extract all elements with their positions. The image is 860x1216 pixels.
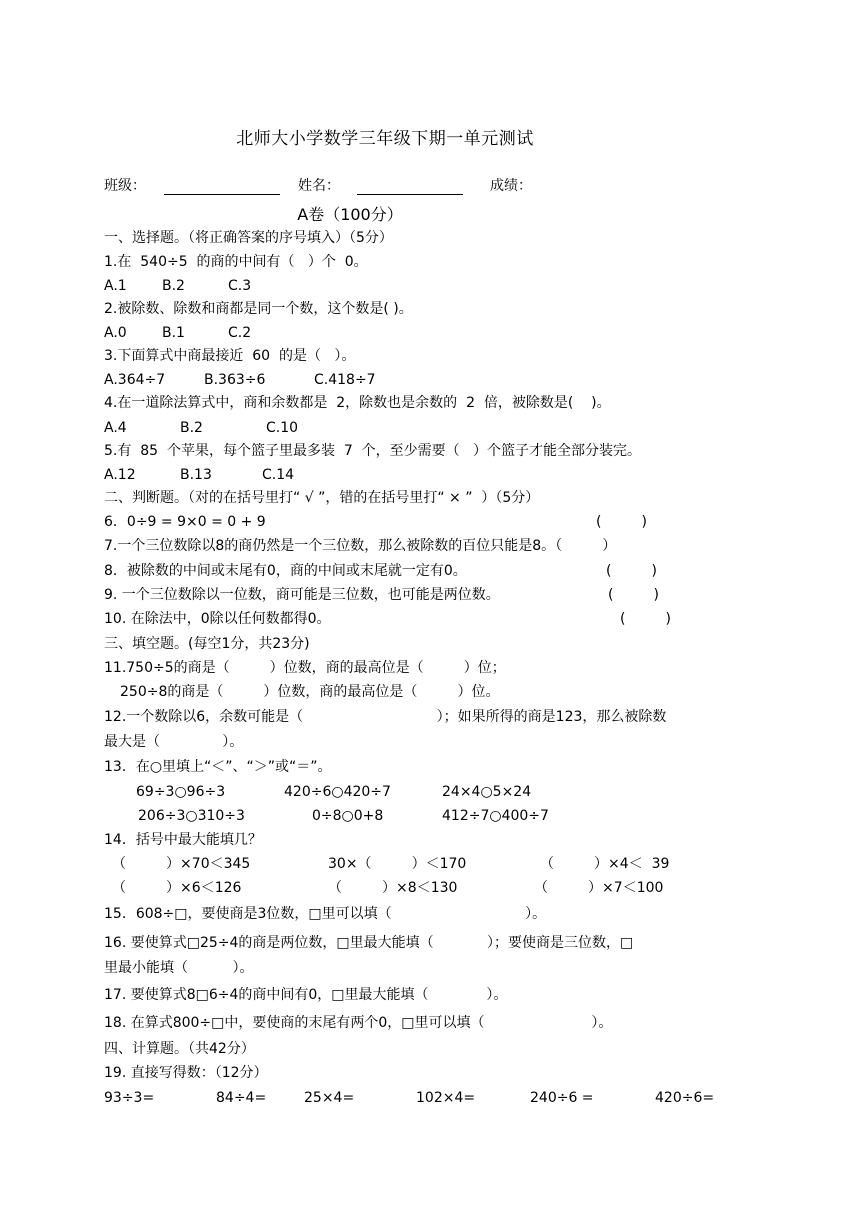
q14-item: （ ）×4＜ 39 [540,856,670,872]
name-blank[interactable] [357,180,463,195]
class-blank[interactable] [164,180,280,195]
section4-heading: 四、计算题。（共42分） [104,1041,255,1057]
q14-item: （ ）×8＜130 [328,880,458,896]
q4-option-c: C.10 [266,420,299,436]
q13-text: 13．在○里填上“＜”、“＞”或“＝”。 [104,759,332,775]
q2-text: 2.被除数、除数和商都是同一个数，这个数是( )。 [104,301,413,317]
q9-text: 9. 一个三位数除以一位数，商可能是三位数，也可能是两位数。 [104,587,500,603]
q1-text: 1.在 540÷5 的商的中间有（ ）个 0。 [104,254,368,270]
q2-option-c: C.2 [228,325,252,341]
q2-option-a: A.0 [104,325,127,341]
q13-item: 24×4○5×24 [442,784,532,800]
calc-item: 93÷3= [104,1090,155,1106]
q14-item: 30×（ ）＜170 [328,856,467,872]
paper-subtitle: A卷（100分） [297,205,403,224]
q16-line2: 里最小能填（ ）。 [104,960,254,976]
q2-option-b: B.1 [162,325,185,341]
q1-option-c: C.3 [228,278,252,294]
q9-answer-paren[interactable]: ( ) [608,587,659,603]
q17-text: 17. 要使算式8□6÷4的商中间有0，□里最大能填（ ）。 [104,987,508,1003]
q14-item: （ ）×70＜345 [112,856,251,872]
section1-heading: 一、选择题。（将正确答案的序号填入）（5分） [104,230,393,246]
q10-text: 10. 在除法中，0除以任何数都得0。 [104,611,331,627]
q4-option-a: A.4 [104,420,127,436]
q7-text: 7.一个三位数除以8的商仍然是一个三位数，那么被除数的百位只能是8。（ ） [104,538,617,554]
q13-item: 69÷3○96÷3 [136,784,226,800]
q14-text: 14．括号中最大能填几？ [104,832,262,848]
q18-text: 18. 在算式800÷□中，要使商的末尾有两个0，□里可以填（ ）。 [104,1015,613,1031]
q1-option-b: B.2 [162,278,185,294]
q3-option-b: B.363÷6 [204,372,266,388]
q10-answer-paren[interactable]: ( ) [620,611,671,627]
q14-item: （ ）×7＜100 [534,880,664,896]
q5-text: 5.有 85 个苹果，每个篮子里最多装 7 个，至少需要（ ）个篮子才能全部分装完。 [104,443,642,459]
calc-item: 240÷6 = [530,1090,594,1106]
q12-line2: 最大是（ ）。 [104,734,244,750]
q8-text: 8．被除数的中间或末尾有0，商的中间或末尾就一定有0。 [104,563,467,579]
q3-option-a: A.364÷7 [104,372,166,388]
q12-line1: 12.一个数除以6，余数可能是（ ）；如果所得的商是123，那么被除数 [104,709,667,725]
q14-item: （ ）×6＜126 [112,880,242,896]
q5-option-b: B.13 [180,467,212,483]
q11-line2: 250÷8的商是（ ）位数，商的最高位是（ ）位。 [120,684,500,700]
q13-item: 420÷6○420÷7 [284,784,391,800]
calc-item: 84÷4= [216,1090,267,1106]
q16-line1: 16. 要使算式□25÷4的商是两位数，□里最大能填（ ）；要使商是三位数，□ [104,935,634,951]
calc-item: 420÷6= [655,1090,715,1106]
q6-text: 6．0÷9 = 9×0 = 0 + 9 [104,514,266,530]
q13-item: 0÷8○0+8 [312,808,384,824]
q11-line1: 11.750÷5的商是（ ）位数，商的最高位是（ ）位； [104,660,506,676]
q5-option-a: A.12 [104,467,136,483]
q15-text: 15．608÷□，要使商是3位数，□里可以填（ ）。 [104,906,547,922]
calc-item: 25×4= [304,1090,355,1106]
q6-answer-paren[interactable]: ( ) [596,514,647,530]
q13-item: 206÷3○310÷3 [138,808,245,824]
section3-heading: 三、填空题。(每空1分，共23分) [104,636,310,652]
q4-option-b: B.2 [180,420,203,436]
q1-option-a: A.1 [104,278,127,294]
q4-text: 4.在一道除法算式中，商和余数都是 2，除数也是余数的 2 倍，被除数是( )。 [104,395,611,411]
page-title: 北师大小学数学三年级下期一单元测试 [236,129,534,149]
q19-text: 19. 直接写得数：（12分） [104,1065,268,1081]
class-label: 班级： [104,178,146,194]
q5-option-c: C.14 [262,467,295,483]
section2-heading: 二、判断题。（对的在括号里打“ √ ”，错的在括号里打“ × ” ）（5分） [104,490,540,506]
q13-item: 412÷7○400÷7 [442,808,549,824]
score-label: 成绩： [490,178,532,194]
name-label: 姓名： [298,178,340,194]
calc-item: 102×4= [416,1090,476,1106]
q3-option-c: C.418÷7 [314,372,376,388]
q3-text: 3.下面算式中商最接近 60 的是（ ）。 [104,348,356,364]
q8-answer-paren[interactable]: ( ) [606,563,657,579]
